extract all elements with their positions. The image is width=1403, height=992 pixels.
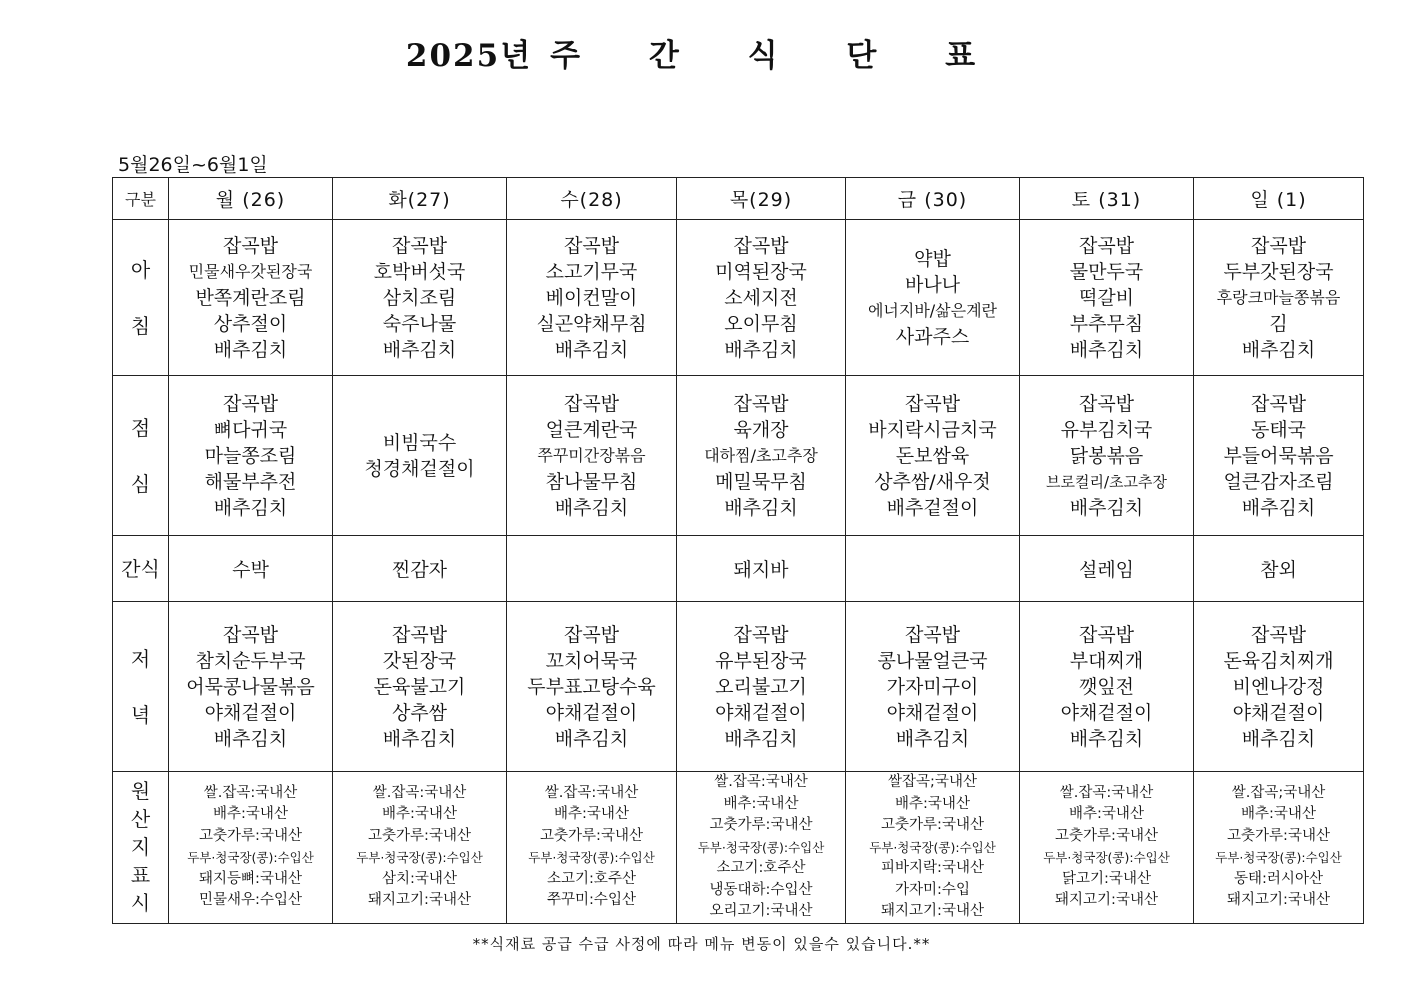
menu-item: 잡곡밥 bbox=[733, 392, 789, 415]
origin-line: 고춧가루:국내산 bbox=[368, 827, 471, 844]
origin-line: 배추:국내산 bbox=[1069, 806, 1144, 823]
menu-item: 부추무침 bbox=[1069, 312, 1144, 335]
day-header-fri: 금 (30) bbox=[846, 178, 1020, 220]
snack-label: 간식 bbox=[113, 536, 169, 602]
origin-line: 돼지고기:국내산 bbox=[1055, 892, 1158, 909]
origin-line: 배추:국내산 bbox=[382, 806, 457, 823]
menu-item: 에너지바/삶은계란 bbox=[867, 300, 998, 320]
menu-item: 마늘쫑조림 bbox=[204, 444, 297, 467]
origin-line: 쌀.잡곡:국내산 bbox=[544, 784, 639, 801]
menu-item: 소고기무국 bbox=[545, 260, 638, 283]
origin-line: 돼지고기:국내산 bbox=[368, 892, 471, 909]
menu-item: 김 bbox=[1269, 312, 1288, 335]
breakfast-cell bbox=[507, 220, 677, 376]
menu-item: 잡곡밥 bbox=[1250, 623, 1307, 646]
menu-item: 동태국 bbox=[1250, 418, 1307, 441]
origin-line: 배추:국내산 bbox=[723, 795, 799, 812]
day-header-tue: 화(27) bbox=[333, 178, 507, 220]
menu-item: 야채겉절이 bbox=[1232, 701, 1325, 724]
menu-item: 돈육불고기 bbox=[373, 675, 466, 698]
menu-item: 꼬치어묵국 bbox=[545, 649, 638, 672]
menu-item: 상추쌈/새우젓 bbox=[874, 470, 991, 493]
lunch-cell bbox=[507, 376, 677, 536]
day-header-mon: 월 (26) bbox=[169, 178, 333, 220]
menu-item: 잡곡밥 bbox=[733, 234, 789, 257]
menu-item: 배추김치 bbox=[554, 496, 629, 519]
origin-line: 두부·청국장(콩):수입산 bbox=[697, 839, 825, 855]
menu-item: 소세지전 bbox=[724, 286, 798, 309]
menu-item: 배추김치 bbox=[1069, 338, 1144, 361]
breakfast-cell bbox=[677, 220, 846, 376]
title-main: 주 간 식 단 표 bbox=[550, 38, 998, 74]
lunch-cell bbox=[677, 376, 846, 536]
menu-item: 삼치조림 bbox=[382, 286, 457, 309]
origin-line: 두부·청국장(콩):수입산 bbox=[1043, 850, 1170, 866]
snack-cell bbox=[846, 536, 1020, 602]
header-row bbox=[113, 178, 1364, 220]
origin-line: 냉동대하:수입산 bbox=[709, 881, 813, 898]
lunch-cell bbox=[333, 376, 507, 536]
origin-line: 소고기:호주산 bbox=[716, 860, 806, 876]
menu-item: 배추김치 bbox=[1241, 338, 1316, 361]
menu-item: 비빔국수 bbox=[382, 431, 457, 454]
menu-item: 두부갓된장국 bbox=[1223, 260, 1334, 283]
menu-period: 5월26일~6월1일 bbox=[118, 154, 268, 176]
menu-item: 참치순두부국 bbox=[195, 649, 306, 672]
origin-line: 고춧가루:국내산 bbox=[709, 817, 813, 833]
menu-item: 육개장 bbox=[733, 418, 789, 441]
breakfast-cell bbox=[333, 220, 507, 376]
menu-item: 물만두국 bbox=[1069, 260, 1144, 283]
dinner-label: 저녁 bbox=[113, 602, 169, 772]
menu-item: 배추김치 bbox=[724, 496, 798, 519]
menu-item: 배추겉절이 bbox=[886, 496, 979, 519]
menu-item: 야채겉절이 bbox=[204, 701, 297, 724]
menu-item: 돈육김치찌개 bbox=[1223, 649, 1334, 672]
origin-line: 고춧가루:국내산 bbox=[1227, 827, 1330, 844]
menu-item: 부들어묵볶음 bbox=[1223, 444, 1334, 467]
menu-item: 돈보쌈육 bbox=[895, 444, 970, 467]
dinner-cell bbox=[169, 602, 333, 772]
menu-item: 야채겉절이 bbox=[1060, 701, 1153, 724]
menu-item: 잡곡밥 bbox=[1250, 392, 1307, 415]
origin-line: 삼치:국내산 bbox=[382, 870, 457, 887]
menu-item: 반쪽계란조림 bbox=[195, 286, 306, 309]
day-header-wed: 수(28) bbox=[507, 178, 677, 220]
snack-cell: 돼지바 bbox=[677, 536, 846, 602]
dinner-cell bbox=[1020, 602, 1194, 772]
origin-line: 두부·청국장(콩):수입산 bbox=[869, 839, 996, 855]
menu-item: 바나나 bbox=[904, 273, 961, 296]
page-title bbox=[0, 30, 1403, 75]
breakfast-cell bbox=[169, 220, 333, 376]
menu-item: 청경채겉절이 bbox=[364, 457, 475, 480]
lunch-cell bbox=[1020, 376, 1194, 536]
origin-line: 배추:국내산 bbox=[895, 795, 970, 812]
breakfast-label: 아침 bbox=[113, 220, 169, 376]
menu-item: 해물부추전 bbox=[204, 470, 297, 493]
menu-item: 호박버섯국 bbox=[373, 260, 466, 283]
menu-item: 잡곡밥 bbox=[904, 392, 961, 415]
menu-item: 잡곡밥 bbox=[563, 623, 620, 646]
menu-item: 쭈꾸미간장볶음 bbox=[537, 445, 646, 465]
origin-line: 쌀.잡곡;국내산 bbox=[1231, 784, 1326, 801]
menu-item: 어묵콩나물볶음 bbox=[186, 675, 315, 698]
menu-item: 숙주나물 bbox=[382, 312, 457, 335]
origin-cell bbox=[333, 772, 507, 924]
lunch-cell bbox=[1194, 376, 1364, 536]
origin-line: 돼지고기:국내산 bbox=[1227, 892, 1330, 909]
breakfast-cell bbox=[1020, 220, 1194, 376]
breakfast-row bbox=[113, 220, 1364, 376]
menu-item: 잡곡밥 bbox=[733, 623, 789, 646]
menu-item: 잡곡밥 bbox=[222, 623, 279, 646]
snack-cell bbox=[507, 536, 677, 602]
menu-item: 야채겉절이 bbox=[545, 701, 638, 724]
menu-item: 배추김치 bbox=[1241, 727, 1316, 750]
header-corner: 구분 bbox=[113, 178, 169, 220]
origin-line: 고춧가루:국내산 bbox=[540, 827, 643, 844]
menu-item: 뼈다귀국 bbox=[213, 418, 288, 441]
menu-item: 오리불고기 bbox=[715, 675, 807, 698]
menu-item: 얼큰계란국 bbox=[545, 418, 638, 441]
origin-line: 가자미:수입 bbox=[895, 881, 970, 898]
origin-line: 피바지락:국내산 bbox=[881, 860, 984, 876]
snack-cell: 참외 bbox=[1194, 536, 1364, 602]
origin-line: 돼지고기:국내산 bbox=[881, 903, 984, 919]
menu-item: 잡곡밥 bbox=[563, 392, 620, 415]
menu-item: 민물새우갓된장국 bbox=[188, 261, 313, 281]
origin-line: 쌀.잡곡:국내산 bbox=[372, 784, 467, 801]
menu-item: 잡곡밥 bbox=[222, 392, 279, 415]
menu-item: 잡곡밥 bbox=[904, 623, 961, 646]
dinner-cell bbox=[1194, 602, 1364, 772]
origin-cell bbox=[507, 772, 677, 924]
menu-item: 얼큰감자조림 bbox=[1223, 470, 1334, 493]
menu-item: 잡곡밥 bbox=[391, 623, 448, 646]
origin-cell bbox=[169, 772, 333, 924]
menu-item: 배추김치 bbox=[213, 727, 288, 750]
origin-line: 동태:러시아산 bbox=[1234, 870, 1323, 887]
menu-item: 미역된장국 bbox=[715, 260, 807, 283]
menu-item: 부대찌개 bbox=[1069, 649, 1144, 672]
dinner-row bbox=[113, 602, 1364, 772]
dinner-cell bbox=[333, 602, 507, 772]
weekly-menu-table bbox=[112, 177, 1364, 924]
menu-item: 가자미구이 bbox=[886, 675, 979, 698]
menu-item: 유부된장국 bbox=[715, 649, 807, 672]
menu-item: 상추쌈 bbox=[391, 701, 448, 724]
menu-item: 배추김치 bbox=[382, 727, 457, 750]
origin-line: 배추:국내산 bbox=[1241, 806, 1316, 823]
menu-item: 잡곡밥 bbox=[1250, 234, 1307, 257]
menu-item: 잡곡밥 bbox=[1078, 392, 1135, 415]
menu-item: 메밀묵무침 bbox=[715, 470, 807, 493]
origin-line: 두부·청국장(콩):수입산 bbox=[528, 850, 655, 866]
origin-line: 오리고기:국내산 bbox=[709, 903, 813, 919]
lunch-cell bbox=[169, 376, 333, 536]
menu-item: 상추절이 bbox=[213, 312, 288, 335]
origin-line: 고춧가루:국내산 bbox=[199, 827, 302, 844]
footnote: **식재료 공급 수급 사정에 따라 메뉴 변동이 있을수 있습니다.** bbox=[472, 935, 931, 953]
menu-item: 갓된장국 bbox=[382, 649, 457, 672]
menu-item: 배추김치 bbox=[724, 727, 798, 750]
menu-item: 실곤약채무침 bbox=[536, 312, 647, 335]
menu-item: 브로컬리/초고추장 bbox=[1046, 472, 1167, 491]
origin-line: 두부·청국장(콩):수입산 bbox=[1215, 850, 1342, 866]
menu-item: 배추김치 bbox=[1069, 496, 1144, 519]
menu-item: 잡곡밥 bbox=[1078, 623, 1135, 646]
menu-item: 배추김치 bbox=[213, 338, 288, 361]
menu-item: 사과주스 bbox=[895, 325, 970, 348]
origin-line: 쌀.잡곡:국내산 bbox=[714, 774, 808, 790]
menu-item: 배추김치 bbox=[724, 338, 798, 361]
origin-line: 배추:국내산 bbox=[213, 806, 288, 823]
origin-line: 민물새우:수입산 bbox=[199, 892, 302, 909]
menu-item: 오이무침 bbox=[724, 312, 798, 335]
origin-row bbox=[113, 772, 1364, 924]
lunch-label: 점심 bbox=[113, 376, 169, 536]
origin-cell bbox=[846, 772, 1020, 924]
origin-line: 두부·청국장(콩):수입산 bbox=[356, 850, 483, 866]
day-header-sun: 일 (1) bbox=[1194, 178, 1364, 220]
snack-cell: 찐감자 bbox=[333, 536, 507, 602]
menu-item: 떡갈비 bbox=[1078, 286, 1135, 309]
breakfast-cell bbox=[1194, 220, 1364, 376]
menu-item: 야채겉절이 bbox=[715, 701, 807, 724]
menu-item: 베이컨말이 bbox=[545, 286, 638, 309]
menu-item: 배추김치 bbox=[554, 727, 629, 750]
origin-line: 쭈꾸미:수입산 bbox=[547, 892, 636, 909]
menu-item: 바지락시금치국 bbox=[868, 418, 997, 441]
origin-line: 고춧가루:국내산 bbox=[881, 817, 984, 833]
menu-item: 비엔나강정 bbox=[1232, 675, 1325, 698]
origin-cell bbox=[1194, 772, 1364, 924]
menu-item: 배추김치 bbox=[1241, 496, 1316, 519]
origin-cell bbox=[1020, 772, 1194, 924]
origin-line: 닭고기:국내산 bbox=[1062, 870, 1151, 887]
day-header-thu: 목(29) bbox=[677, 178, 846, 220]
menu-item: 잡곡밥 bbox=[222, 234, 279, 257]
snack-cell: 설레임 bbox=[1020, 536, 1194, 602]
menu-item: 배추김치 bbox=[895, 727, 970, 750]
menu-item: 배추김치 bbox=[213, 496, 288, 519]
title-year: 2025년 bbox=[405, 38, 533, 74]
snack-cell: 수박 bbox=[169, 536, 333, 602]
origin-line: 쌀잡곡;국내산 bbox=[888, 774, 977, 790]
menu-item: 배추김치 bbox=[1069, 727, 1144, 750]
menu-item: 유부김치국 bbox=[1060, 418, 1153, 441]
menu-item: 대하찜/초고추장 bbox=[704, 445, 818, 465]
menu-item: 약밥 bbox=[914, 247, 951, 270]
dinner-cell bbox=[507, 602, 677, 772]
day-header-sat: 토 (31) bbox=[1020, 178, 1194, 220]
origin-line: 소고기:호주산 bbox=[547, 870, 636, 887]
origin-line: 두부·청국장(콩):수입산 bbox=[187, 850, 314, 866]
menu-item: 후랑크마늘쫑볶음 bbox=[1216, 287, 1341, 307]
menu-item: 참나물무침 bbox=[545, 470, 638, 493]
origin-cell bbox=[677, 772, 846, 924]
menu-item: 콩나물얼큰국 bbox=[877, 649, 988, 672]
menu-item: 잡곡밥 bbox=[391, 234, 448, 257]
snack-row bbox=[113, 536, 1364, 602]
menu-item: 배추김치 bbox=[382, 338, 457, 361]
menu-item: 배추김치 bbox=[554, 338, 629, 361]
menu-item: 야채겉절이 bbox=[886, 701, 979, 724]
origin-line: 고춧가루:국내산 bbox=[1055, 827, 1158, 844]
menu-item: 두부표고탕수육 bbox=[527, 675, 656, 698]
dinner-cell bbox=[677, 602, 846, 772]
origin-line: 배추:국내산 bbox=[554, 806, 629, 823]
menu-item: 깻잎전 bbox=[1078, 675, 1135, 698]
lunch-row bbox=[113, 376, 1364, 536]
origin-label: 원산지표시 bbox=[113, 772, 169, 924]
menu-item: 잡곡밥 bbox=[563, 234, 620, 257]
origin-line: 쌀.잡곡:국내산 bbox=[203, 784, 298, 801]
menu-item: 잡곡밥 bbox=[1078, 234, 1135, 257]
lunch-cell bbox=[846, 376, 1020, 536]
dinner-cell bbox=[846, 602, 1020, 772]
menu-item: 닭봉볶음 bbox=[1069, 444, 1144, 467]
origin-line: 돼지등뼈:국내산 bbox=[199, 870, 302, 887]
breakfast-cell bbox=[846, 220, 1020, 376]
origin-line: 쌀.잡곡:국내산 bbox=[1059, 784, 1154, 801]
